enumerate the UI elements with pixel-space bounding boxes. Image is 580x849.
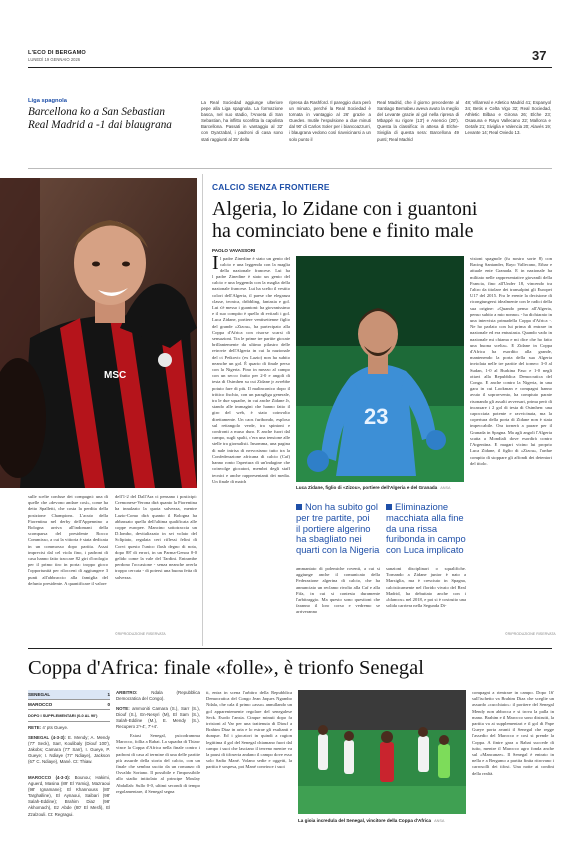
result-note: DOPO I SUPPLEMENTARI (0-0 AL 90'): [28, 710, 110, 722]
senegal-caption-text: La gioia incredula del Senegal, vincitore della Coppa d'Africa: [298, 818, 432, 823]
pull-quote-1-line4: ha sbagliato nei: [296, 533, 362, 545]
pull-quote-2-line3: da una rissa: [386, 522, 438, 534]
algeria-col-2: visioni spagnole (fu nostro sorte 8) con Racing Santander, Rayo Vallecano, Eibar e attuale ente Granada. E in nazionale ha militato nelle rappresentative giovanili della Francia, fino all'Under 18, vincendo tra l'altro da titolare dei transalpini gli Europei U17 del 2015. Fra le erente la decisione di ricongiungersi idealmente con le radici della sua origine: «Quando penso all'Algeria, penso subito a mio nonno» - ha dichiarato in una intervista primadella Coppa d'Africa -. Ne ho parlato con lui prima di entrare in nazionale ed era entusiasta. Quando vado in nazionale mi chiama e mi dice che ho fatto una buona scelta». E Zidane in Coppa d'Africa ha esordito alla grande, mantenendo la porta della sua Algeria inviolata nelle tre partite del torneo: 3-0 al Sudan, 1-0 al Burkina Faso e 1-0 negli ottavi alla Repubblica Democratica del Congo. E anche contro la Nigeria, in una gara in cui Lookman e compagni hanno avuto il sopravvento, ha compiuto parate risonando gli assalti avversari, prima però di incassare i 2 gol di testa di Osimhen: una capocciata potente e ravvicinata, ma la copertura della porta di Zidane non è stata impeccabile. Ora tornerà a parare per il Granada in Spagna. Ma agli angoli l'Algeria scatta a Mondiali dove esordirà contro l'Argentina. E magari vicino lui proprio Luca Zidane, il figlio di «Zizou», l'ardue compito di stoppare gli affondi dei detentori del titolo.: [470, 256, 552, 466]
zidane-illustration: [296, 256, 464, 482]
pull-quote-1-marker: [296, 504, 302, 510]
masthead: L'ECO DI BERGAMO: [28, 50, 86, 56]
liga-kicker: Liga spagnola: [28, 98, 67, 104]
issue-date: LUNEDÌ 19 GENNAIO 2026: [28, 57, 81, 62]
zidane-photo-caption: [296, 485, 466, 490]
left-story-credit: ©RIPRODUZIONE RISERVATA: [115, 632, 166, 636]
liga-headline: [28, 106, 208, 132]
header-rule: [28, 67, 552, 68]
algeria-low-col-1: ammantato di polemiche roventi, a cui si aggiunge anche il comunicato della Federazione algerina di calcio, che ha annunciato un reclamo rivolto alla Caf e alla Fifa, in cui si contesta duramente l'arbitraggio. Ma questo sono questioni che faranno il loro corso e vedremo se arriveranno: [296, 566, 380, 615]
arbitro-value: Ndala (Repubblica Democratica del Congo).: [116, 690, 200, 702]
senegal-caption-credit: ANSA: [434, 819, 445, 823]
algeria-headline-line2: ha cominciato bene e finito male: [212, 220, 474, 242]
liga-col-1: La Real Sociedad aggiunge ulteriore pepe alla Liga spagnola. La formazione basca, nel suo stadio, l'Anoeta di San Sebastian, ha inflitto sconfitta la capolista Barcellona. Passati in vantaggio al 32' con Oyarzabal, i padroni di casa sono stati raggiunti al 25' della: [201, 100, 283, 142]
rete-value: 4' pts Gueye.: [42, 725, 69, 730]
algeria-drop-cap: I: [212, 252, 219, 274]
marocco-lineup-label: MAROCCO (4-3-3):: [28, 775, 71, 780]
algeria-headline: [212, 198, 557, 242]
note-value: ammoniti Camara (S.), Sarr (S.), Diouf (S.), En-Nesyri (M), El Sam (S.), Salah-Eddine (M.), E. Mendy (S.). Recupero 2'+4', 7'+4'.: [116, 706, 200, 730]
left-story-col-1: sulle scelte confuse dei compagni: una di quelle che «devono andare così», come ha detto Spalletti, che costa la perdita della posizione Champions. L'acuto della Fiorentina nel derby dell'Appennino a Bologna arriva all'indomani della scomparsa del presidente Rocco Commisso, a cui la vittoria è stata dedicata in un commosso dopo partita. Assai imprecisi dal cel viola fino, i padroni di casa hanno fatto traccare 82 giri d'orologio per il primo tiro in porta: troppo gioco l'opportunità per rilocceni di aggiungere 3 punti all'abbraccio alla famiglia del defunto presidente. A quantificare il valore: [28, 494, 108, 586]
pull-quote-2-line2: macchiata alla fine: [386, 511, 464, 523]
pull-quote-2-marker: [386, 504, 392, 510]
left-story-col-2: dell'1-2 del Dall'Ara ci pensano i posticipi: Cremonese-Verona dirà quanto la Fiorentina ha innalzato la quota salvezza, mentre Lazio-Como dirà quanto il Bologna ha abbassato quella dell'ultima qualificata alle coppe europee. Mancino sottotraccia un D.Iombo, devitalizzato in sei volato del Sclipiato, regalata ceri riflessi felini di Corvi questo l'unico flash degno di nota, dopo 88' di errori, in un Parma-Genoa 0-0 gelido come la vale del Tardini. Entrambe perdono l'occasione - senza neanche averla troppo cercata - di potersi una buona fetta di salvezza.: [115, 494, 197, 580]
result-row-senegal: [28, 690, 110, 700]
pull-quote-1-line5: quarti con la Nigeria: [296, 544, 380, 556]
score-senegal: 1: [107, 692, 110, 697]
algeria-col-2-credit: ©RIPRODUZIONE RISERVATA: [505, 632, 556, 636]
pull-quote-1: [296, 502, 380, 556]
algeria-low-col-2: sanzioni disciplinari o squalifiche. Tornando a Zidane junior è nato a Marsiglia, ma è cresciuto in Spagna, calcisticamente nel florido vivaio del Real Madrid, ha debuttato anche con i «blancos» nel 2018, e poi si è costruito una solida carriera nella Segunda Di-: [386, 566, 466, 609]
team-marocco: MAROCCO: [28, 702, 53, 707]
section-rule: [28, 648, 552, 649]
svg-text:23: 23: [364, 404, 389, 429]
result-row-marocco: [28, 700, 110, 710]
rete-label: RETE:: [28, 725, 42, 730]
result-senegal-lineup: [28, 735, 110, 773]
coppa-arbitro: [116, 690, 200, 704]
footballer-photo: [0, 178, 197, 488]
pull-quote-1-line2: per tre partite, poi: [296, 511, 370, 523]
senegal-illustration: [298, 690, 466, 814]
footballer-illustration: [0, 178, 197, 488]
pull-quote-2-line4: furibonda in campo: [386, 533, 466, 545]
note-label: NOTE:: [116, 706, 130, 711]
liga-col-2: ripresa da Rashford. Il pareggio dura però un minuto, perché la Real Sociedad è tornata in vantaggio al 26' grazie a Guedes. Inutile l'espulsione a due minuti dal 90' di Carlos Soler per i biancoazzurri, i blaugrana vedono così riavvicinarsi a un solo punto il: [289, 100, 371, 142]
liga-col-3: Real Madrid, che il giorno precedente al Santiago Bernabeu aveva avuto la meglio del Levante grazie al gol nella ripresa di Mbappé su rigore (13') e Asencio (20'). Questa la classifica: in attesa di Elche-Siviglia di questa sera: Barcellona 49 punti; Real Madrid: [377, 100, 459, 142]
coppa-headline: Coppa d'Africa: finale «folle», è trionfo Senegal: [28, 657, 424, 679]
coppa-col-1: Estasi Senegal, psicodramma Marocco, follia a Rabat. La squadra di Thiaw vince la Coppa d'Africa nella finale contro i padroni di casa al termine di una delle partite più assurde della storia del calcio, con un finale che sembra uscito da un romanzo di Osvaldo Soriano. Il possibile e l'impossibile allo stadio intitolato al principe Moulay Abdallah: Sullo 0-0, ultimi secondi di tempo regolamentare, il Senegal segna: [116, 733, 200, 794]
page-number: 37: [532, 48, 547, 63]
zidane-photo: [296, 256, 464, 482]
liga-col-4: 48; Villarreal e Atletico Madrid 41; Espanyol 34; Betis e Celta Vigo 32; Real Sociedad, Athletic Bilbao e Girona 26; Elche 23; Osasuna e Rayo Vallecano 22; Mallorca e Getafe 21; Siviglia e Valencia 20; Alavés 19; Levante 14; Real Oviedo 13.: [465, 100, 551, 136]
algeria-col-1-body: l padre Zinedine è stato un genio del calcio e una leggenda con la maglia della nazionale francese. Lui ha scelto il vestito colori dell'Algeria, il paese che eleganza classe, tecnica, dribbling, fantasia e gol. Lui s'è messo i guantoni: ha giovanissimo e il suo compito è quello di evitarli i gol. Luca Zidane, portiere ventisettenne figlio del grande «Zizou», ha partecipato alla Coppa d'Africa con risorse scarsi di sensazioni. Tra le prime tre partite giocate brillantemente da ultimo pilastro delle retrovie dell'Algeria in cui la nazionale del ct Petkovic (ex Lazio) non ha subito neanche un gol. È quarto di finale perso con la Nigeria. Fino in mezzo al campo con un secco fratto per 2-0 e angoli di testa di Osimhen su cui Zidane jr avrebbe potuto fare di più. Il malinconico dopo il trittico fischio, con un paragliga generale, tra le due squadre, in cui anche Zidane Jr, stando alle immagini che hanno fatto il giro del web, è stato coinvolto direttamente. Un caos furibondo, esploso sul rettangolo verde, tra spintoni e confronti a muso duro. E anche fuori dal campo, sugli spalti, c'era una tensione alle stelle tra giornalisti. Insomma, una pagina di nale intrisa di nervosismo tutto tra la Confederazione africana di calcio (Caf) hanno ronto l'apertura di un'indagine che coinvolge giocatori, membri degli staff tecnici e anche rappresentanti dei media. Un finale di match: [212, 274, 290, 484]
pull-quote-2-line1: Eliminazione: [395, 501, 449, 512]
senegal-lineup-label: SENEGAL (4-3-3):: [28, 735, 66, 740]
zidane-caption-text: Luca Zidane, figlio di «Zizou», portiere dell'Algeria e del Granada: [296, 485, 438, 490]
pull-quote-1-line3: il portiere algerino: [296, 522, 371, 534]
algeria-byline: PAOLO VAVASSORI: [212, 248, 256, 253]
marocco-lineup: Bounou; Hakimi, Aguerd, Masina (89' El Yamiq), Mazraoui (98' Ignamane); El Khannouss (80' Targhalline), El Aynaoui, Saibari (98' Salah-Eddine); Brahim Diaz (98' Akhomach), Ez Abde (80' El Mesfi), El Zzalzouli. Ct: Regragui.: [28, 775, 110, 817]
algeria-headline-line1: Algeria, lo Zidane con i guantoni: [212, 198, 478, 220]
liga-headline-line1: Barcellona ko a San Sebastian: [28, 106, 165, 118]
score-marocco: 0: [107, 702, 110, 707]
senegal-photo: [298, 690, 466, 814]
vertical-divider: [202, 174, 203, 646]
zidane-caption-credit: ANSA: [440, 486, 451, 490]
pull-quote-2-line5: con Luca implicato: [386, 544, 464, 556]
coppa-col-2: ti, entra in scena l'arbitro della Repubblica Democratica del Congo Jean Jaques Ngambo Ndala, che cala il primo «asso» annullando un gol apparentemente regolare del senegalese Seck. Esodo l'ansia. Cinque minuti dopo fa irrisioni al Var per una trattenuta di Diouf a Brahim Diaz in aria e lo estrae gli esultanti e dunque. Ed i giocatori in quindi a ragion legittima il gol del Senegal chiamano fuori dal campo i suoi che lasciano il terreno mentre va la pausi di tifoseria andano il campo dove esso solo Sadio Mané. Volano sedie e oggetti, la partita è sospesa, poi Mané convince i suoi: [206, 690, 292, 770]
liga-headline-line2: Real Madrid a -1 dai blaugrana: [28, 119, 172, 131]
algeria-kicker: CALCIO SENZA FRONTIERE: [212, 182, 330, 192]
senegal-lineup: E. Mendy; A. Mendy (77' Seck), Sarr, Koulibaly (Diouf 100'), Jakobs; Camara (77' Sarr), I. Gueye, P. Gueye; I. Ndiaye (77' Ndiaye), Jackson (67' C. Ndiaye), Mané. Ct: Thiaw.: [28, 735, 110, 765]
algeria-col-1: l padre Zinedine è stato un genio del calcio e una leggenda con la maglia della nazionale francese. Lui ha: [220, 256, 290, 274]
pull-quote-2: [386, 502, 470, 556]
team-senegal: SENEGAL: [28, 692, 51, 697]
pull-quote-1-line1: Non ha subito gol: [305, 501, 378, 512]
result-marocco-lineup: [28, 775, 110, 825]
coppa-col-3: compagni a rientrare in campo. Dopo 16' sull'ischetto va Brahim Diaz che sceglie un assurdo «cucchiaio»: il portiere del Senegal Mendy non abbocca e si trova la palla in mano. Brahim e il Marocco sono distrutti, la partita va ai supplementari e il gol di Pape Gueye porta avanti il Senegal che regge l'assedio del Marocco e così si prende la Coppa. A finire gara a Rabat succede di tutto, mentre il Marocco agro fonda anche sul «Mancanze». Il Senegal è entrato in nella e a Bergamo a partita finita ritrovano i carrosolli dei tifosi. Una notte ai confini della realtà.: [472, 690, 554, 776]
liga-rule: [28, 168, 552, 169]
senegal-photo-caption: [298, 818, 468, 823]
coppa-note: [116, 706, 200, 730]
svg-text:MSC: MSC: [104, 370, 127, 381]
arbitro-label: ARBITRO:: [116, 690, 138, 695]
result-rete: [28, 725, 110, 732]
results-table: [28, 690, 110, 825]
